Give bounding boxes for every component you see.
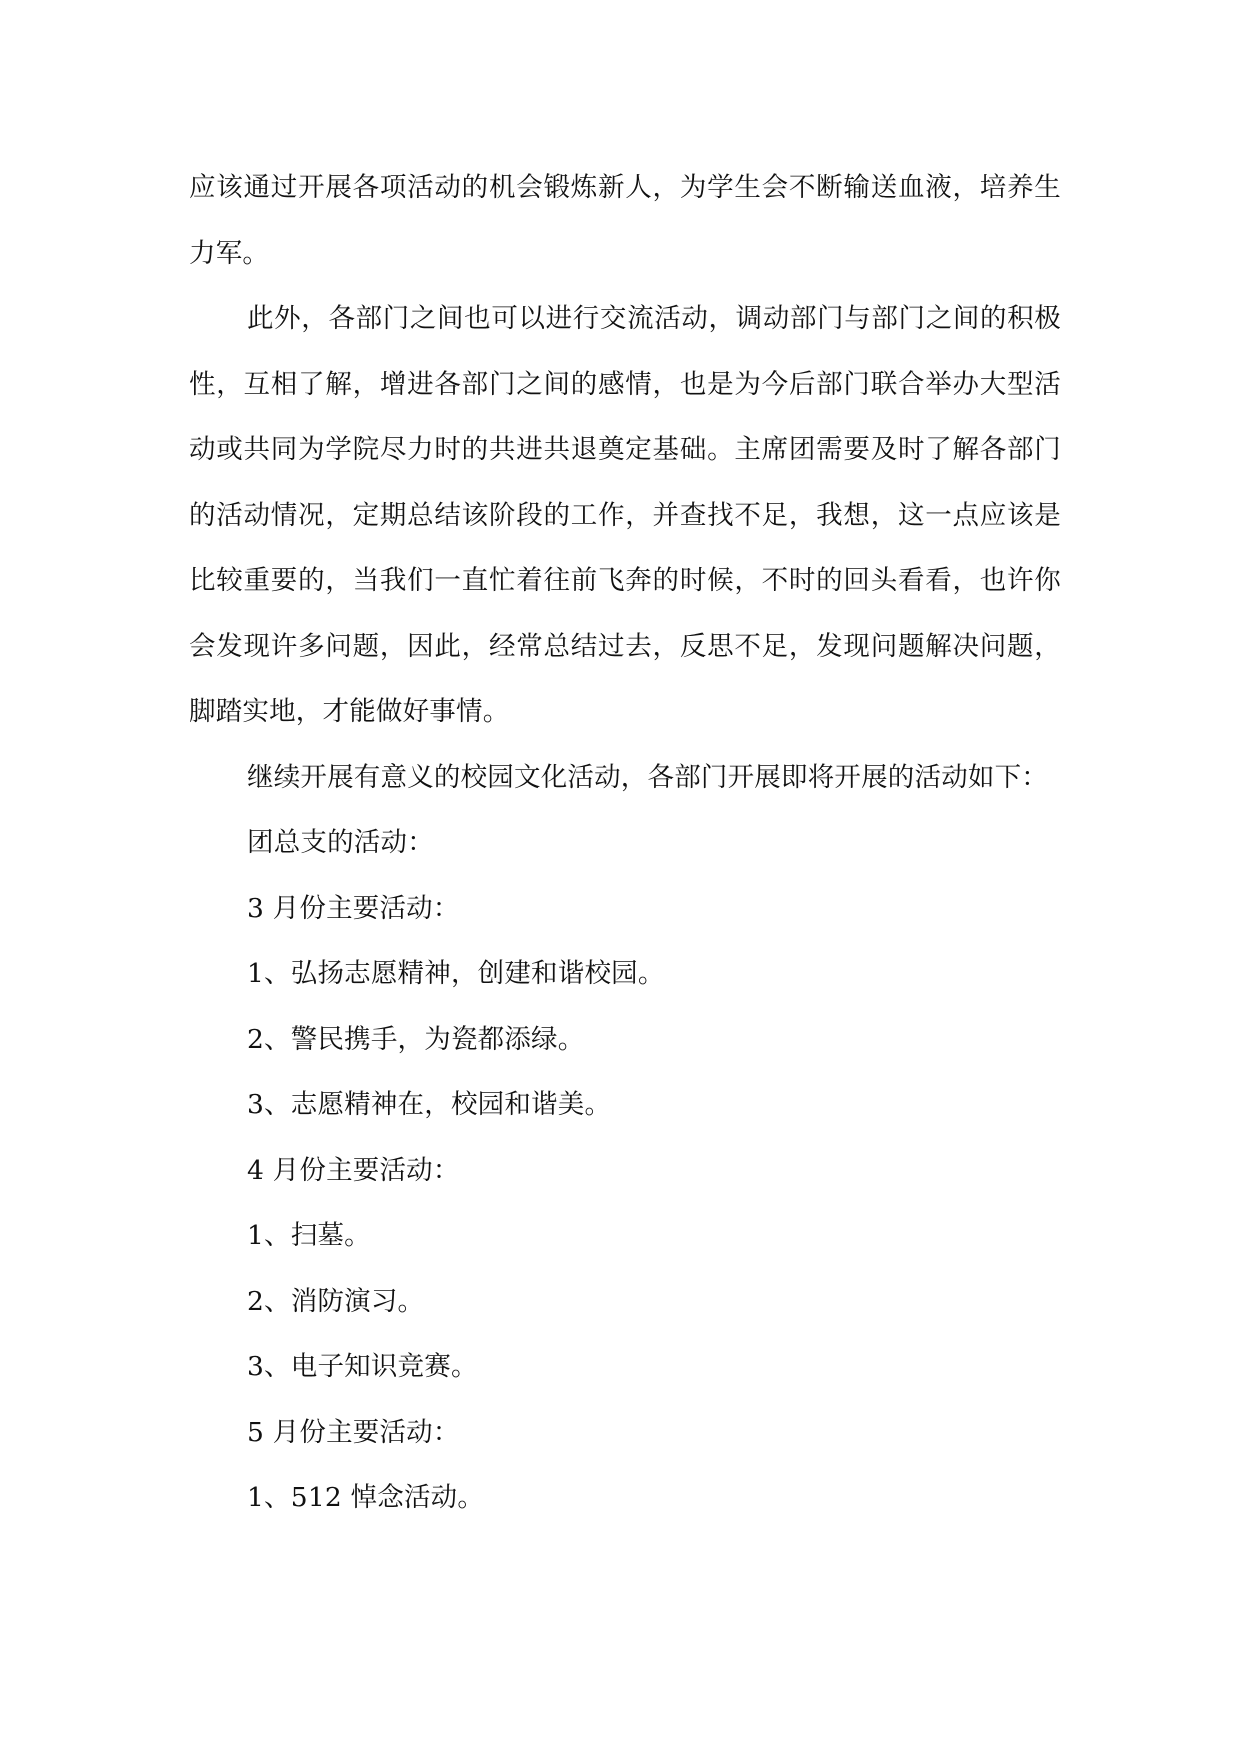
list-item-march-2: 2、警民携手，为瓷都添绿。 <box>247 1023 585 1055</box>
heading-april-activities: 4 月份主要活动： <box>247 1154 460 1186</box>
list-item-may-1: 1、512 悼念活动。 <box>247 1482 485 1513</box>
heading-league-activities: 团总支的活动： <box>247 827 434 858</box>
list-item-april-3: 3、电子知识竞赛。 <box>247 1351 478 1382</box>
list-item-april-1: 1、扫墓。 <box>247 1220 371 1251</box>
heading-may-activities: 5 月份主要活动： <box>247 1416 460 1448</box>
list-item-march-3: 3、志愿精神在，校园和谐美。 <box>247 1089 612 1120</box>
paragraph-intro-continuation: 应该通过开展各项活动的机会锻炼新人，为学生会不断输送血液，培养生力军。 <box>189 172 1061 269</box>
list-item-april-2: 2、消防演习。 <box>247 1285 425 1317</box>
list-item-march-1: 1、弘扬志愿精神，创建和谐校园。 <box>247 958 665 989</box>
paragraph-campus-culture: 继续开展有意义的校园文化活动，各部门开展即将开展的活动如下： <box>247 761 1048 793</box>
document-body <box>189 155 1061 1531</box>
heading-march-activities: 3 月份主要活动： <box>247 892 460 924</box>
paragraph-department-exchange: 此外，各部门之间也可以进行交流活动，调动部门与部门之间的积极性，互相了解，增进各部门之间的感情，也是为今后部门联合举办大型活动或共同为学院尽力时的共进共退奠定基础。主席团需要及时了解各部门的活动情况，定期总结该阶段的工作，并查找不足，我想，这一点应该是比较重要的，当我们一直忙着往前飞奔的时候，不时的回头看看，也许你会发现许多问题，因此，经常总结过去，反思不足，发现问题解决问题，脚踏实地，才能做好事情。 <box>189 303 1061 727</box>
